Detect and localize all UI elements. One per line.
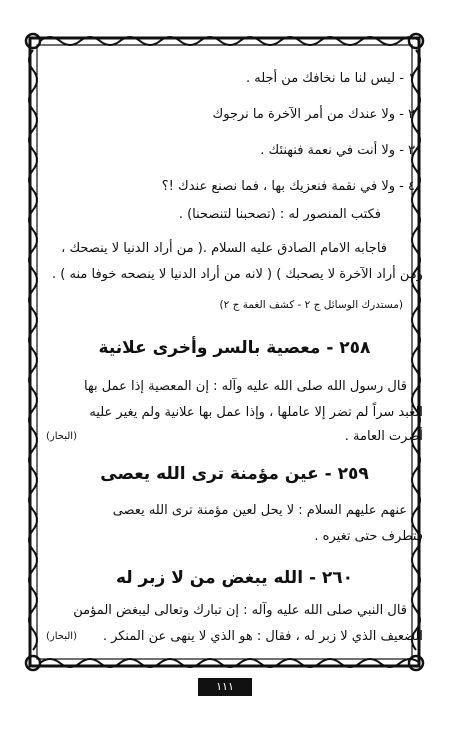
text-258-line-1: قال رسول الله صلى الله عليه وآله : إن المعصية إذا عمل بها	[84, 379, 407, 394]
sadiq-reply-line-2: ومن أراد الآخرة لا يصحبك ) ( لانه من أراد الدنيا لا ينصحه خوفا منه ) .	[52, 267, 423, 282]
text-260-line-2: الضعيف الذي لا زبر له ، فقال : هو الذي لا ينهى عن المنكر .	[102, 629, 423, 644]
mansur-letter: فكتب المنصور له : (تصحبنا لتنصحنا) .	[178, 207, 381, 222]
sadiq-reply-line-1: فاجابه الامام الصادق عليه السلام .( من أراد الدنيا لا ينصحك ،	[61, 241, 387, 256]
source-mustadrak: (مستدرك الوسائل ج ٢ - كشف الغمة ج ٢)	[219, 299, 403, 311]
point-4: ٤ - ولا في نقمة فنعزيك بها ، فما نصنع عندك !؟	[161, 179, 415, 194]
text-259-line-1: عنهم عليهم السلام : لا يحل لعين مؤمنة ترى الله يعصى	[112, 503, 407, 518]
point-2: ٢ - ولا عندك من أمر الآخرة ما نرجوك	[212, 107, 415, 122]
text-258-line-2: العبد سراً لم تضر إلا عاملها ، وإذا عمل بها علانية ولم يغير عليه	[89, 405, 423, 420]
point-3: ٣ - ولا أنت في نعمة فنهنئك .	[260, 143, 415, 158]
heading-260: ٢٦٠ - الله يبغض من لا زبر له	[115, 568, 354, 588]
page-number: ١١١	[198, 678, 252, 696]
source-bihar-258: (البحار)	[46, 431, 77, 442]
heading-258: ٢٥٨ - معصية بالسر وأخرى علانية	[98, 338, 371, 358]
text-258-line-3: أضرت العامة .	[344, 429, 423, 444]
point-1: ١ - ليس لنا ما نخافك من أجله .	[245, 71, 415, 86]
heading-259: ٢٥٩ - عين مؤمنة ترى الله يعصى	[100, 464, 369, 484]
source-bihar-260: (البحار)	[46, 631, 77, 642]
text-260-line-1: قال النبي صلى الله عليه وآله : إن تبارك وتعالى ليبغض المؤمن	[73, 603, 407, 618]
page-content	[42, 56, 427, 666]
text-259-line-2: فتطرف حتى تغيره .	[314, 529, 423, 544]
